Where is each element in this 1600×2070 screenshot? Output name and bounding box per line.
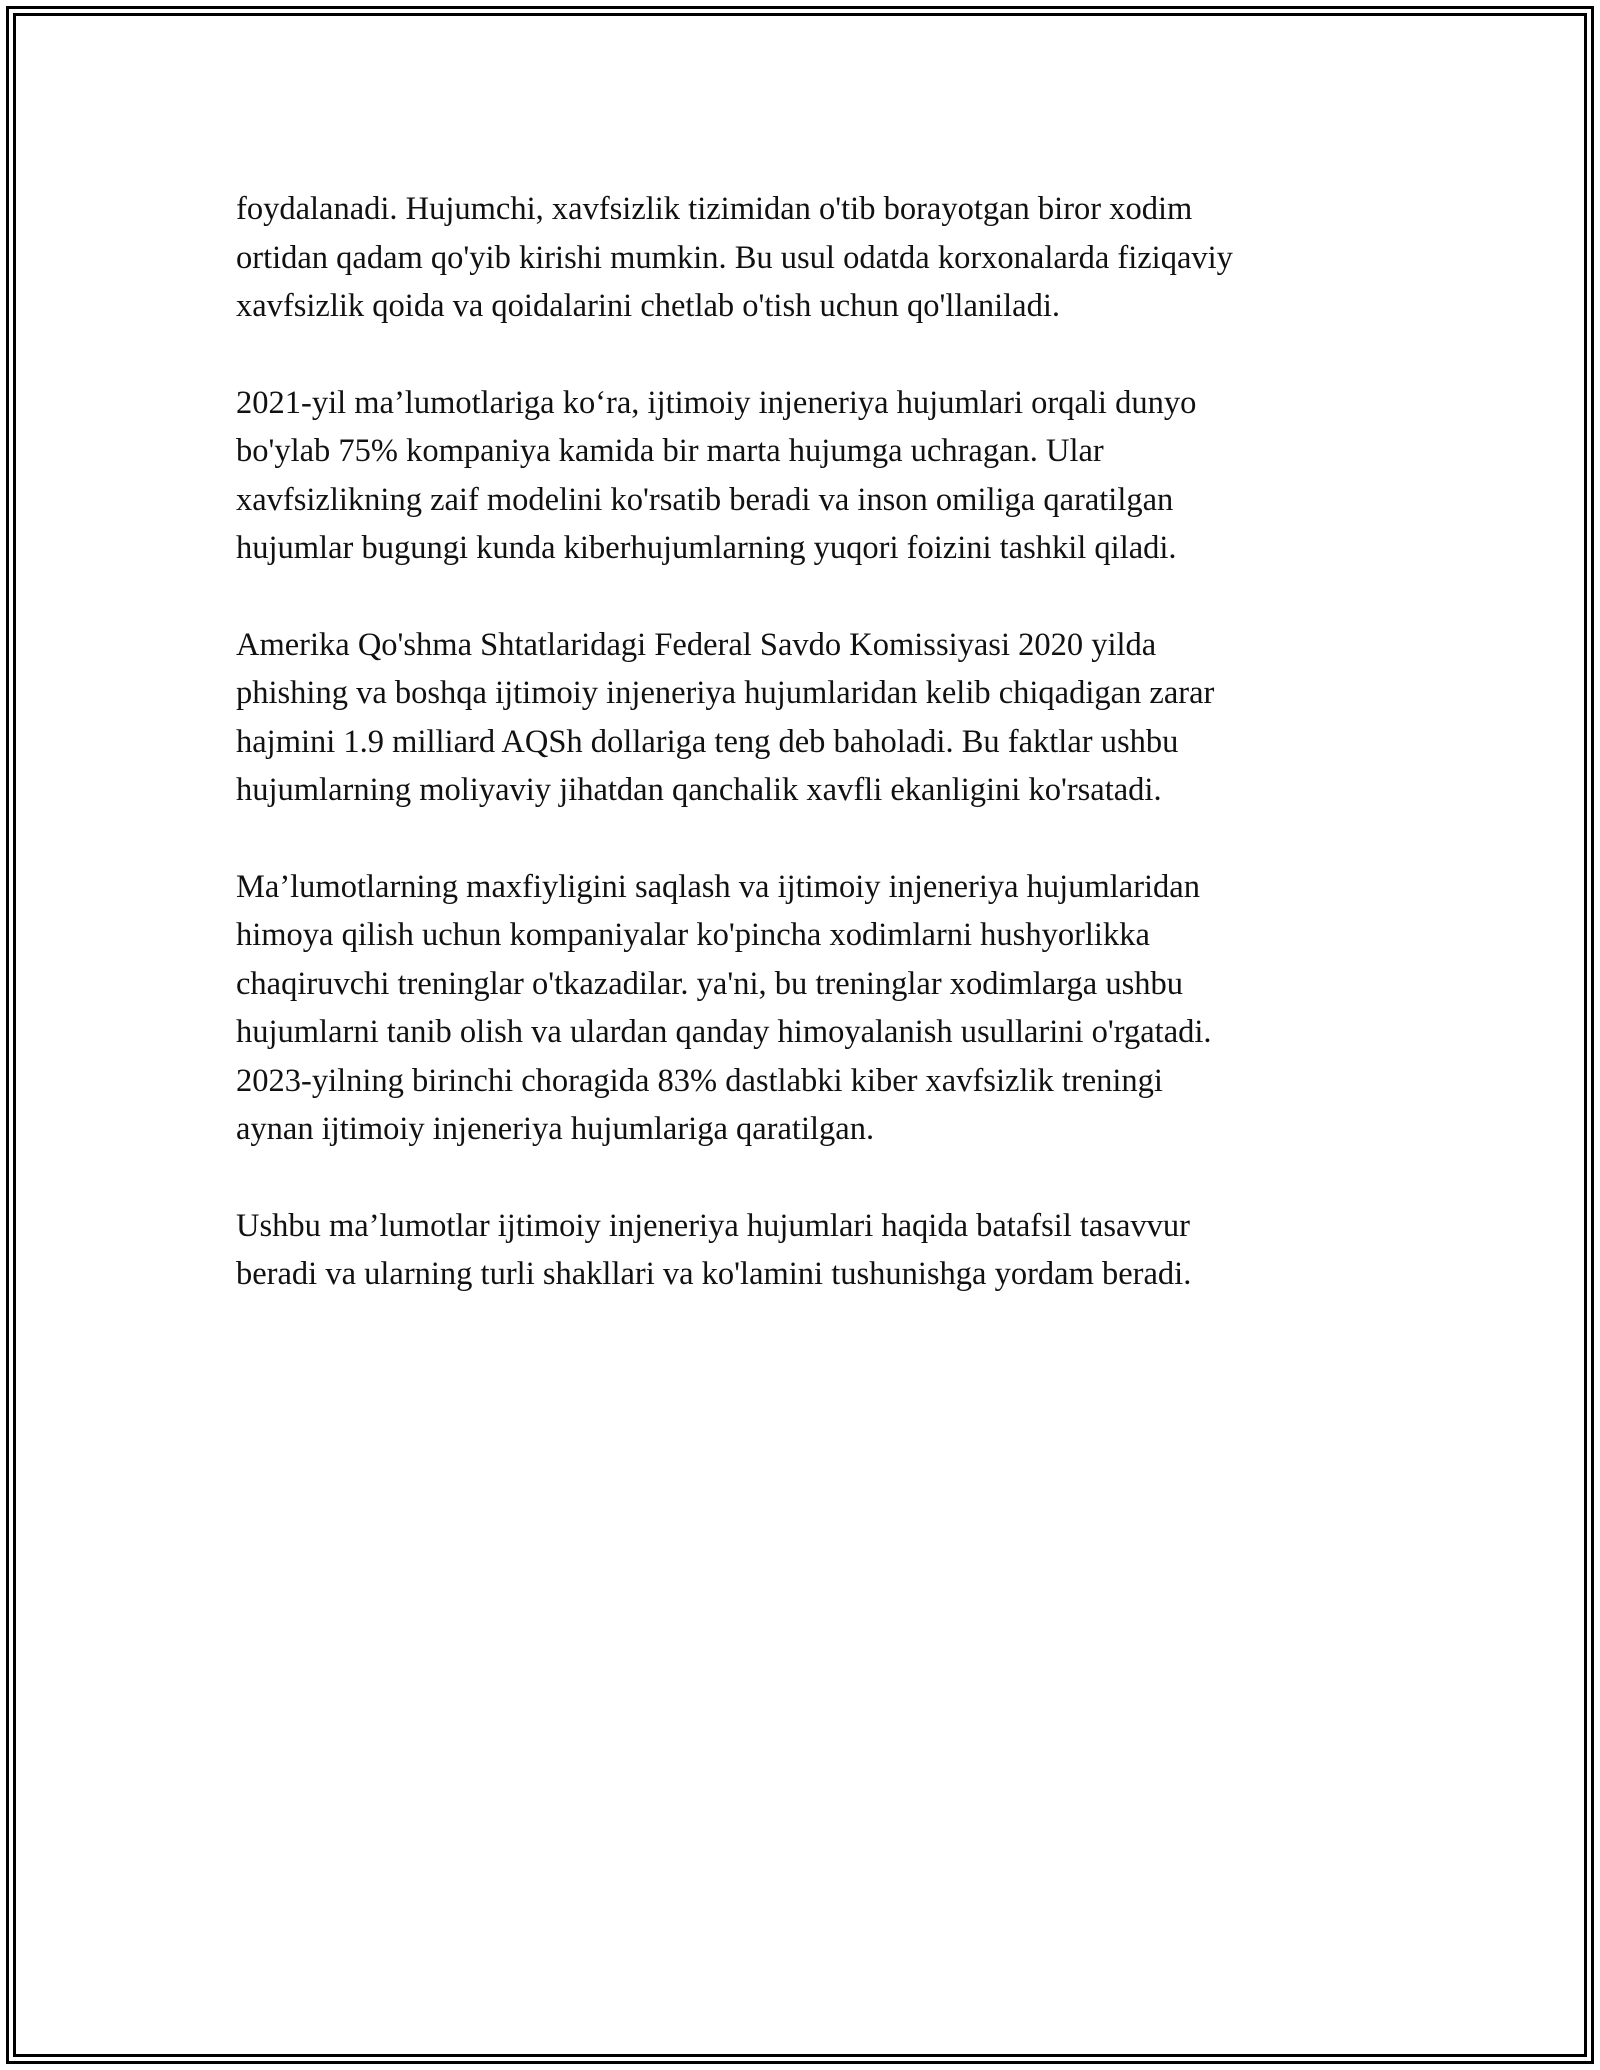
text-line: chaqiruvchi treninglar o'tkazadilar. ya'ni, bu treninglar xodimlarga ushbu (236, 965, 1184, 1002)
text-line: himoya qilish uchun kompaniyalar ko'pincha xodimlarni hushyorlikka (236, 917, 1150, 953)
text-line: beradi va ularning turli shakllari va ko'lamini tushunishga yordam beradi. (236, 1256, 1192, 1292)
text-line: aynan ijtimoiy injeneriya hujumlariga qaratilgan. (236, 1111, 875, 1147)
text-line: Amerika Qo'shma Shtatlaridagi Federal Savdo Komissiyasi 2020 yilda (236, 626, 1157, 663)
text-line: hujumlarni tanib olish va ulardan qanday himoyalanish usullarini o'rgatadi. (236, 1014, 1212, 1050)
text-line: phishing va boshqa ijtimoiy injeneriya hujumlaridan kelib chiqadigan zarar (236, 675, 1215, 711)
text-line: Ma’lumotlarning maxfiyligini saqlash va ijtimoiy injeneriya hujumlaridan (236, 868, 1200, 905)
paragraph-training (236, 863, 1406, 1154)
text-line: ortidan qadam qo'yib kirishi mumkin. Bu usul odatda korxonalarda fiziqaviy (236, 239, 1233, 276)
text-line: bo'ylab 75% kompaniya kamida bir marta hujumga uchragan. Ular (236, 433, 1104, 469)
text-line: xavfsizlikning zaif modelini ko'rsatib beradi va inson omiliga qaratilgan (236, 481, 1174, 518)
paragraph-2021-statistics (236, 379, 1406, 573)
text-line: foydalanadi. Hujumchi, xavfsizlik tizimidan o'tib borayotgan biror xodim (236, 191, 1193, 227)
paragraph-tailgating (236, 185, 1406, 331)
text-line: Ushbu ma’lumotlar ijtimoiy injeneriya hujumlari haqida batafsil tasavvur (236, 1207, 1191, 1244)
text-line: hajmini 1.9 milliard AQSh dollariga teng deb baholadi. Bu faktlar ushbu (236, 723, 1179, 760)
text-line: xavfsizlik qoida va qoidalarini chetlab o'tish uchun qo'llaniladi. (236, 288, 1061, 324)
paragraph-conclusion (236, 1202, 1406, 1299)
text-line: hujumlar bugungi kunda kiberhujumlarning yuqori foizini tashkil qiladi. (236, 530, 1177, 566)
text-line: 2021-yil ma’lumotlariga ko‘ra, ijtimoiy injeneriya hujumlari orqali dunyo (236, 384, 1197, 421)
text-line: hujumlarning moliyaviy jihatdan qanchalik xavfli ekanligini ko'rsatadi. (236, 772, 1162, 808)
paragraph-ftc-losses (236, 621, 1406, 815)
text-line: 2023-yilning birinchi choragida 83% dastlabki kiber xavfsizlik treningi (236, 1062, 1163, 1099)
document-body (236, 185, 1406, 1347)
